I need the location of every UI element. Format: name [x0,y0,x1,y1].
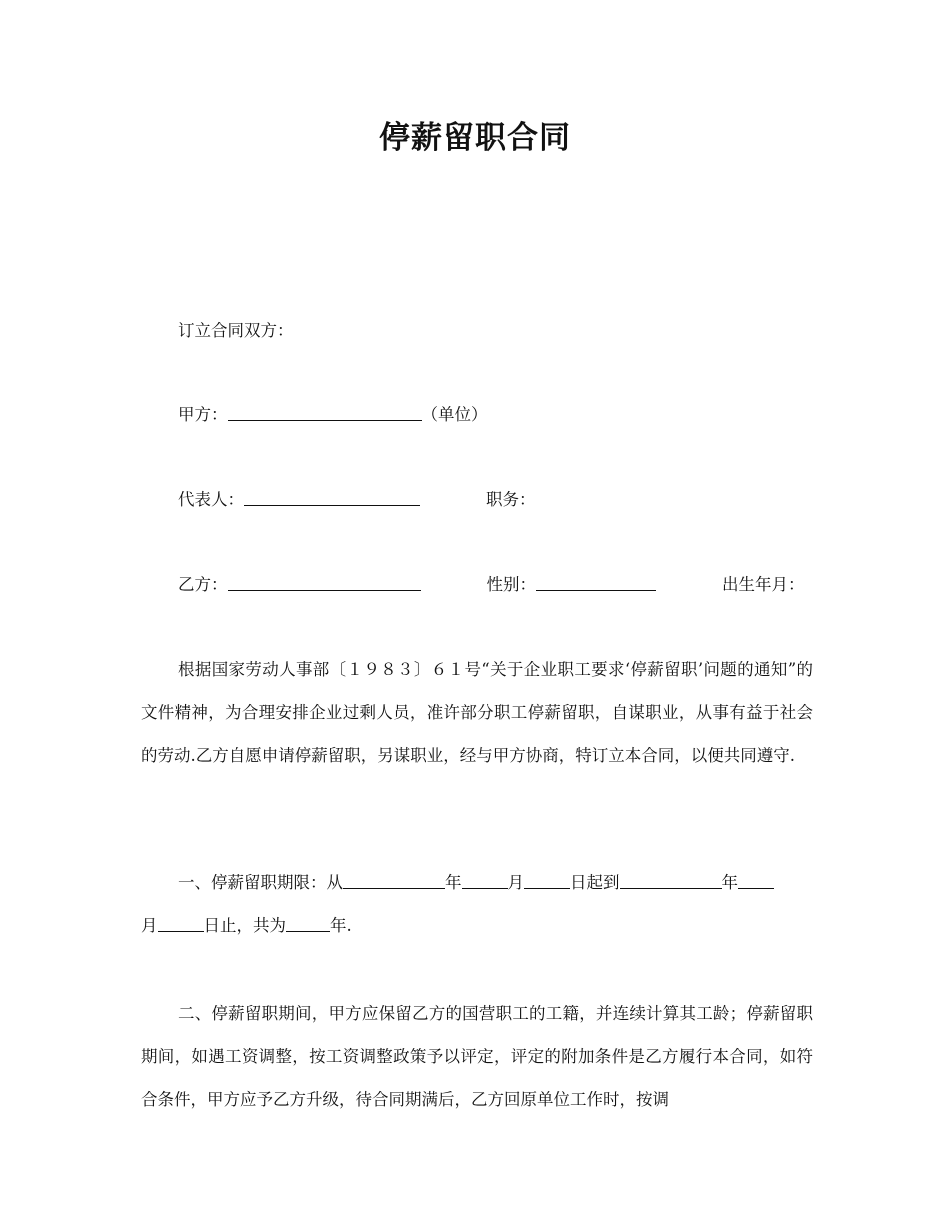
party-a-suffix: （单位） [421,405,488,424]
end-day-blank [158,915,204,932]
end-year-blank [620,872,722,889]
clause-1-month2: 月 [141,916,158,935]
gender-label: 性别： [486,575,536,594]
clause-1-line-2 [141,914,813,938]
representative-line [178,488,813,512]
representative-blank [244,489,420,506]
start-month-blank [462,872,508,889]
party-b-line [178,573,813,597]
gender-blank [536,574,656,591]
start-day-blank [524,872,570,889]
position-label: 职务： [486,490,536,509]
clause-1-year1: 年 [445,873,462,892]
representative-label: 代表人： [178,490,244,509]
document-title: 停薪留职合同 [379,120,571,156]
clause-1-year2: 年 [721,873,738,892]
end-month-blank-part [738,872,774,889]
party-a-label: 甲方： [178,405,228,424]
party-b-label: 乙方： [178,575,228,594]
clause-1-day1: 日起到 [570,873,620,892]
party-b-blank [228,574,421,591]
clause-2-paragraph: 二、停薪留职期间，甲方应保留乙方的国营职工的工籍，并连续计算其工龄；停薪留职期间，如遇工资调整，按工资调整政策予以评定，评定的附加条件是乙方履行本合同，如符合条件，甲方应予乙方升级，待合同期满后，乙方回原单位工作时，按调 [141,1004,813,1109]
intro-paragraph: 根据国家劳动人事部〔１９８３〕６１号“关于企业职工要求‘停薪留职’问题的通知”的文件精神，为合理安排企业过剩人员，准许部分职工停薪留职，自谋职业，从事有益于社会的劳动.乙方自愿申请停薪留职，另谋职业，经与甲方协商，特订立本合同，以便共同遵守. [141,660,813,765]
clause-1-line-1 [178,871,813,895]
party-a-line [178,403,813,427]
birth-label: 出生年月： [722,575,805,594]
clause-1-prefix: 一、停薪留职期限：从 [178,873,343,892]
clause-1-day2: 日止，共为 [203,916,286,935]
parties-heading: 订立合同双方： [178,321,294,340]
clause-1-month1: 月 [507,873,524,892]
party-a-blank [228,404,422,421]
total-years-blank [286,915,330,932]
clause-1-end: 年. [330,916,352,935]
start-year-blank [343,872,445,889]
